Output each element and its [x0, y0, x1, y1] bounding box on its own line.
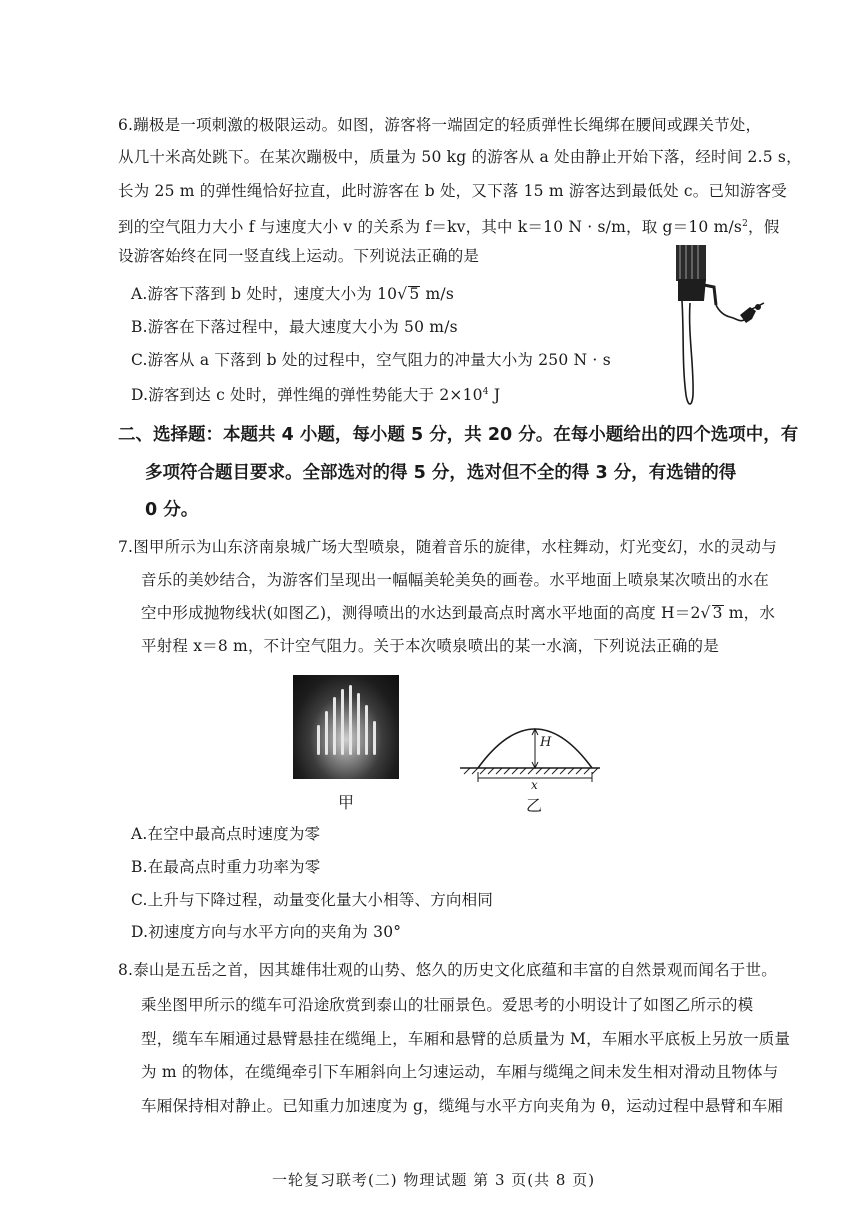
figure-yi-caption: 乙	[526, 796, 543, 815]
q6-line-4-text: 到的空气阻力大小 f 与速度大小 v 的关系为 f＝kv，其中 k＝10 N · s/m，取 g＝10 m/s	[118, 218, 743, 236]
q6-option-d-text: D.游客到达 c 处时，弹性绳的弹性势能大于 2×10	[131, 386, 483, 404]
q8-line-1: 8.泰山是五岳之首，因其雄伟壮观的山势、悠久的历史文化底蕴和丰富的自然景观而闻名于世。	[118, 961, 777, 979]
height-label: H	[540, 735, 552, 750]
q6-line-1: 6.蹦极是一项刺激的极限运动。如图，游客将一端固定的轻质弹性长绳绑在腰间或踝关节处，	[118, 116, 762, 134]
q6-line-4-end: ，假	[748, 218, 780, 236]
q8-line-4: 为 m 的物体，在缆绳牵引下车厢斜向上匀速运动，车厢与缆绳之间未发生相对滑动且物体与	[141, 1063, 779, 1081]
q7-root: 3	[712, 604, 723, 622]
q8-line-5: 车厢保持相对静止。已知重力加速度为 g，缆绳与水平方向夹角为 θ，运动过程中悬臂和车厢	[141, 1097, 784, 1115]
q6-option-d-exponent: 4	[482, 387, 489, 397]
q8-line-2: 乘坐图甲所示的缆车可沿途欣赏到泰山的壮丽景色。爱思考的小明设计了如图乙所示的模	[141, 996, 754, 1014]
q6-option-d-unit: J	[488, 386, 501, 404]
q6-line-5: 设游客始终在同一竖直线上运动。下列说法正确的是	[118, 247, 480, 265]
section-2-heading-line-3: 0 分。	[145, 500, 199, 520]
range-label: x	[531, 778, 538, 792]
q6-option-a: A.游客下落到 b 处时，速度大小为 10√ 5 m/s	[131, 285, 454, 303]
q7-line-1: 7.图甲所示为山东济南泉城广场大型喷泉，随着音乐的旋律，水柱舞动，灯光变幻，水的灵动与	[118, 538, 777, 556]
q7-line-2: 音乐的美妙结合，为游客们呈现出一幅幅美轮美奂的画卷。水平地面上喷泉某次喷出的水在	[141, 571, 770, 589]
section-2-heading-line-1: 二、选择题：本题共 4 小题，每小题 5 分，共 20 分。在每小题给出的四个选项中，有	[118, 425, 799, 445]
fountain-photo	[293, 675, 399, 779]
q6-option-b: B.游客在下落过程中，最大速度大小为 50 m/s	[131, 318, 458, 336]
q6-option-a-root: 5	[409, 285, 420, 303]
q8-line-3: 型，缆车车厢通过悬臂悬挂在缆绳上，车厢和悬臂的总质量为 M，车厢水平底板上另放一质量	[141, 1030, 791, 1048]
q7-option-c: C.上升与下降过程，动量变化量大小相等、方向相同	[131, 891, 494, 909]
bungee-figure	[660, 245, 770, 420]
q7-line-3-text: 空中形成抛物线状(如图乙)，测得喷出的水达到最高点时离水平地面的高度 H＝2	[141, 604, 701, 622]
figure-jia-caption: 甲	[338, 793, 355, 812]
q6-exponent: 2	[742, 219, 749, 229]
parabola-diagram	[460, 708, 600, 783]
q6-option-a-unit: m/s	[420, 285, 454, 303]
q6-line-2: 从几十米高处跳下。在某次蹦极中，质量为 50 kg 的游客从 a 处由静止开始下落，经时间 2.5 s，	[118, 148, 802, 166]
q7-line-3-end: m，水	[723, 604, 776, 622]
q6-option-d	[131, 382, 500, 405]
section-2-heading-line-2: 多项符合题目要求。全部选对的得 5 分，选对但不全的得 3 分，有选错的得	[145, 463, 737, 483]
page-footer: 一轮复习联考(二) 物理试题 第 3 页(共 8 页)	[271, 1171, 596, 1189]
q7-option-d: D.初速度方向与水平方向的夹角为 30°	[131, 923, 402, 941]
q7-option-b: B.在最高点时重力功率为零	[131, 858, 321, 876]
q6-line-3: 长为 25 m 的弹性绳恰好拉直，此时游客在 b 处，又下落 15 m 游客达到最低处 c。已知游客受	[118, 182, 787, 200]
q7-line-3: 空中形成抛物线状(如图乙)，测得喷出的水达到最高点时离水平地面的高度 H＝2√ 3 m，水	[141, 604, 776, 622]
q6-line-4	[118, 214, 779, 237]
q7-line-4: 平射程 x＝8 m，不计空气阻力。关于本次喷泉喷出的某一水滴，下列说法正确的是	[141, 637, 719, 655]
q7-option-a: A.在空中最高点时速度为零	[131, 825, 321, 843]
q6-option-c: C.游客从 a 下落到 b 处的过程中，空气阻力的冲量大小为 250 N · s	[131, 351, 611, 369]
q6-option-a-text: A.游客下落到 b 处时，速度大小为 10	[131, 285, 398, 303]
